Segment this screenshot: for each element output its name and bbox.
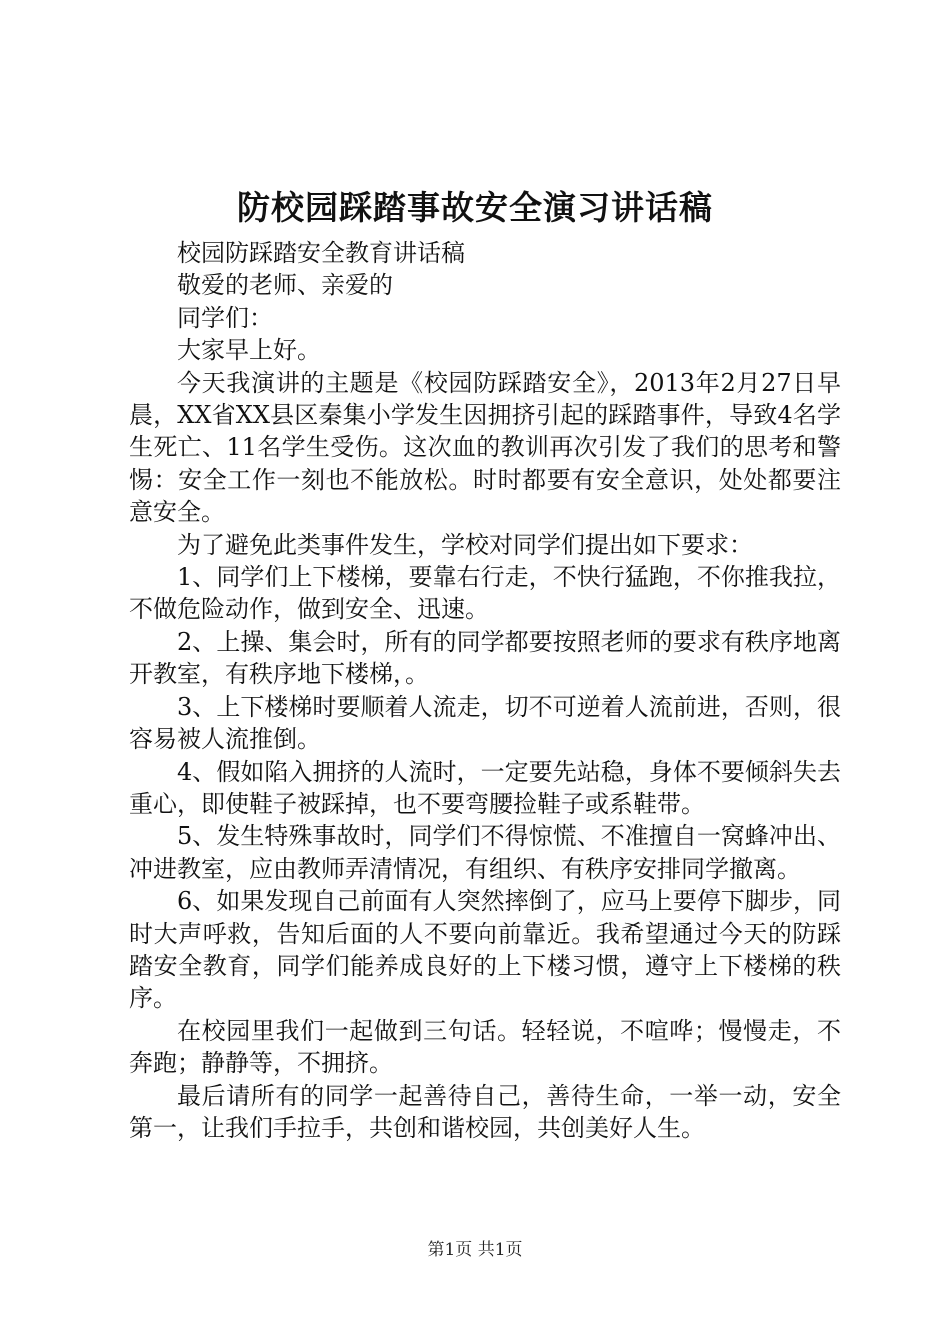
document-body [129, 237, 841, 1144]
paragraph: 最后请所有的同学一起善待自己，善待生命，一举一动，安全第一，让我们手拉手，共创和谐校园，共创美好人生。 [129, 1081, 841, 1142]
paragraph: 大家早上好。 [177, 336, 321, 365]
paragraph: 敬爱的老师、亲爱的 [177, 271, 393, 300]
requirement-item: 6、如果发现自己前面有人突然摔倒了，应马上要停下脚步，同时大声呼救，告知后面的人不要向前靠近。我希望通过今天的防踩踏安全教育，同学们能养成良好的上下楼习惯，遵守上下楼梯的秩序。 [129, 887, 841, 1013]
requirement-item: 4、假如陷入拥挤的人流时，一定要先站稳，身体不要倾斜失去重心，即使鞋子被踩掉，也不要弯腰捡鞋子或系鞋带。 [129, 757, 841, 818]
paragraph: 校园防踩踏安全教育讲话稿 [177, 239, 465, 267]
requirement-item: 2、上操、集会时，所有的同学都要按照老师的要求有秩序地离开教室，有秩序地下楼梯，。 [129, 627, 841, 689]
document-title: 防校园踩踏事故安全演习讲话稿 [237, 188, 713, 227]
requirement-item: 3、上下楼梯时要顺着人流走，切不可逆着人流前进，否则，很容易被人流推倒。 [129, 692, 841, 754]
paragraph: 同学们： [177, 303, 273, 332]
paragraph: 为了避免此类事件发生，学校对同学们提出如下要求： [177, 530, 753, 559]
paragraph: 今天我演讲的主题是《校园防踩踏安全》，2013年2月27日早晨，XX省XX县区秦集小学发生因拥挤引起的踩踏事件，导致4名学生死亡、11名学生受伤。这次血的教训再次引发了我们的思考和警惕：安全工作一刻也不能放松。时时都要有安全意识，处处都要注意安全。 [129, 368, 841, 527]
requirement-item: 1、同学们上下楼梯，要靠右行走，不快行猛跑，不你推我拉，不做危险动作，做到安全、迅速。 [129, 563, 841, 624]
paragraph: 在校园里我们一起做到三句话。轻轻说，不喧哗；慢慢走，不奔跑；静静等，不拥挤。 [129, 1016, 841, 1078]
requirement-item: 5、发生特殊事故时，同学们不得惊慌、不准擅自一窝蜂冲出、冲进教室，应由教师弄清情况，有组织、有秩序安排同学撤离。 [129, 822, 841, 883]
page-footer: 第1页 共1页 [427, 1240, 523, 1260]
